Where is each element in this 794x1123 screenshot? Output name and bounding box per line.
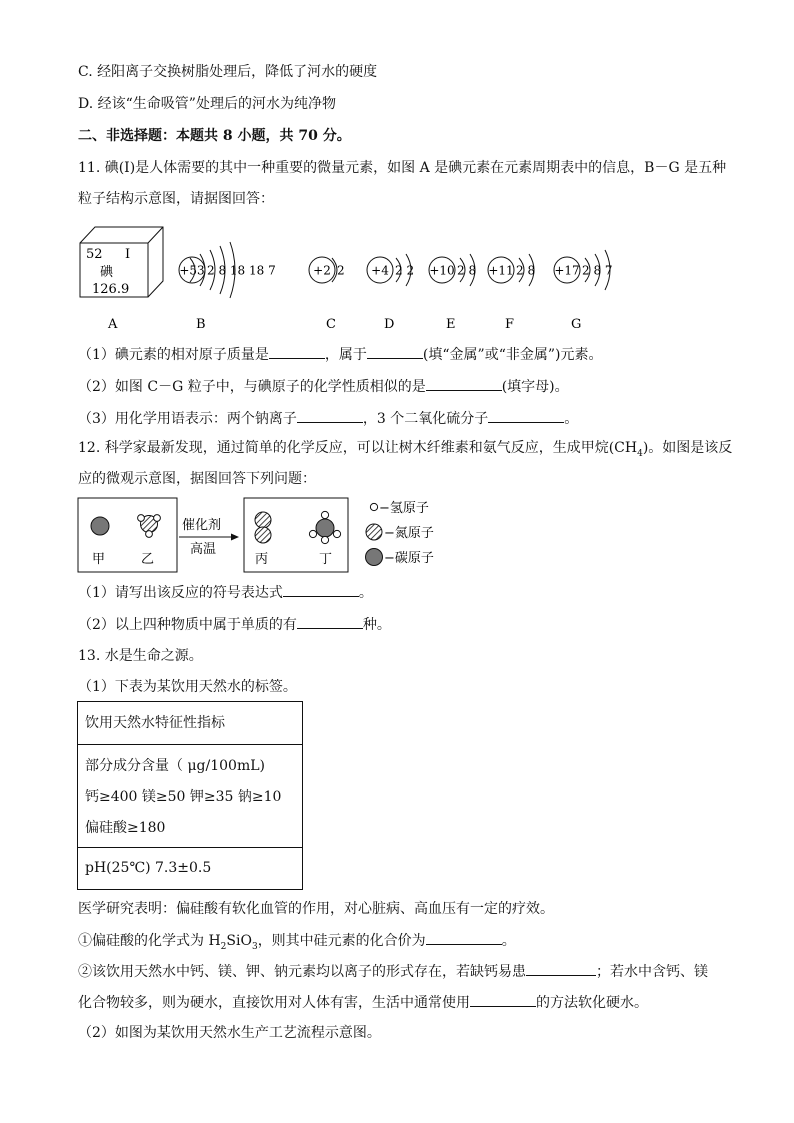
answer-blank[interactable] — [426, 376, 502, 391]
table-contents — [78, 745, 302, 848]
legend-n-label: −氮原子 — [384, 526, 434, 541]
nitrogen-atom — [255, 512, 271, 528]
hydrogen-atom — [309, 530, 316, 537]
element-number: 52 — [86, 247, 103, 262]
q13-item1: ①偏硅酸的化学式为 $H_2SiO_3$，则其中硅元素的化合价为 。 — [78, 930, 516, 957]
particle-label: E — [446, 317, 456, 332]
particle-label: F — [505, 317, 515, 332]
nitrogen-atom — [255, 527, 271, 543]
hydrogen-atom — [146, 531, 153, 538]
answer-blank[interactable] — [297, 408, 363, 423]
table-title: 饮用天然水特征性指标 — [78, 702, 302, 745]
q12-part1: （1）请写出该反应的符号表达式 。 — [78, 582, 373, 603]
hydrogen-atom — [154, 515, 161, 522]
legend-h-label: −氢原子 — [379, 501, 429, 516]
nucleus-charge: +53 — [179, 263, 205, 278]
answer-blank[interactable] — [470, 992, 536, 1007]
q12-stem-line1: 12. 科学家最新发现，通过简单的化学反应，可以让树木纤维素和氨气反应，生成甲烷$(CH_4)$。如图是该反 — [78, 440, 733, 459]
hydrogen-atom — [321, 511, 328, 518]
content-label: 部分成分含量（ μg/100mL) — [85, 758, 265, 774]
label-a: A — [108, 317, 118, 332]
electron-counts: 2 2 — [395, 263, 415, 278]
electron-counts: 2 8 — [457, 263, 477, 278]
ph-value: pH(25℃) 7.3±0.5 — [85, 860, 212, 876]
answer-blank[interactable] — [488, 408, 564, 423]
condition-bottom: 高温 — [190, 542, 217, 557]
q11-figure — [70, 215, 630, 335]
q12-part2: （2）以上四种物质中属于单质的有 种。 — [78, 614, 391, 635]
answer-blank[interactable] — [426, 930, 502, 945]
section-heading: 二、非选择题：本题共 8 小题，共 70 分。 — [78, 128, 351, 144]
label-jia: 甲 — [92, 552, 106, 567]
legend-nitrogen — [366, 524, 382, 540]
electron-counts: 2 8 7 — [582, 263, 613, 278]
particle-label: D — [384, 317, 395, 332]
element-name: 碘 — [100, 265, 114, 280]
legend-carbon — [366, 549, 383, 566]
particle-label: C — [326, 317, 336, 332]
nucleus-charge: +17 — [554, 263, 580, 278]
minerals-values: 钙≥400 镁≥50 钾≥35 钠≥10 — [85, 789, 282, 805]
q13-part1: （1）下表为某饮用天然水的标签。 — [78, 679, 297, 695]
particle-b — [179, 242, 276, 332]
q12-stem-line2: 应的微观示意图，据图回答下列问题： — [78, 471, 316, 487]
nucleus-charge: +10 — [429, 263, 455, 278]
answer-blank[interactable] — [367, 344, 423, 359]
q13-research: 医学研究表明：偏硅酸有软化血管的作用，对心脏病、高血压有一定的疗效。 — [78, 901, 554, 917]
option-c: C. 经阳离子交换树脂处理后，降低了河水的硬度 — [78, 64, 378, 80]
q11-part3: （3）用化学用语表示：两个钠离子 ，3 个二氧化硫分子 。 — [78, 408, 578, 429]
particle-label: G — [571, 317, 582, 332]
q11-stem-line1: 11. 碘(I)是人体需要的其中一种重要的微量元素，如图 A 是碘元素在元素周期表中的信息，B－G 是五种 — [78, 160, 727, 176]
label-ding: 丁 — [319, 552, 333, 567]
option-d: D. 经该“生命吸管”处理后的河水为纯净物 — [78, 96, 336, 112]
q11-part2: （2）如图 C－G 粒子中，与碘原子的化学性质相似的是 (填字母)。 — [78, 376, 569, 397]
particle-c — [309, 257, 345, 332]
q13-item2-line2: 化合物较多，则为硬水，直接饮用对人体有害，生活中通常使用 的方法软化硬水。 — [78, 992, 648, 1013]
answer-blank[interactable] — [297, 614, 363, 629]
electron-counts: 2 8 18 18 7 — [207, 263, 276, 278]
nucleus-charge: +4 — [371, 263, 389, 278]
label-yi: 乙 — [141, 552, 155, 567]
particle-diagrams — [179, 242, 613, 332]
q13-stem: 13. 水是生命之源。 — [78, 648, 203, 664]
particle-label: B — [196, 317, 206, 332]
q13-item2-line1: ②该饮用天然水中钙、镁、钾、钠元素均以离子的形式存在，若缺钙易患 ；若水中含钙、镁 — [78, 961, 708, 982]
particle-e — [429, 254, 476, 332]
electron-counts: 2 8 — [516, 263, 536, 278]
electron-counts: 2 — [337, 263, 345, 278]
particle-g — [554, 250, 613, 332]
silicic-acid-value: 偏硅酸≥180 — [85, 820, 166, 836]
hydrogen-atom — [138, 515, 145, 522]
q11-part1: （1）碘元素的相对原子质量是 ，属于 (填“金属”或“非金属”)元素。 — [78, 344, 602, 365]
water-label-table — [77, 701, 303, 890]
answer-blank[interactable] — [269, 344, 325, 359]
legend-c-label: −碳原子 — [384, 551, 434, 566]
carbon-atom — [316, 519, 334, 537]
element-card — [80, 227, 163, 297]
condition-top: 催化剂 — [182, 518, 222, 533]
nucleus-charge: +11 — [488, 263, 514, 278]
nucleus-charge: +2 — [313, 263, 331, 278]
answer-blank[interactable] — [283, 582, 359, 597]
particle-d — [367, 254, 414, 332]
answer-blank[interactable] — [526, 961, 596, 976]
q11-stem-line2: 粒子结构示意图，请据图回答： — [78, 191, 274, 207]
element-mass: 126.9 — [92, 282, 130, 297]
legend-hydrogen — [370, 503, 377, 510]
carbon-atom — [91, 517, 109, 535]
element-symbol: I — [125, 247, 131, 262]
hydrogen-atom — [321, 536, 328, 543]
hydrogen-atom — [333, 530, 340, 537]
q13-part2: （2）如图为某饮用天然水生产工艺流程示意图。 — [78, 1025, 381, 1041]
particle-f — [488, 254, 535, 332]
label-bing: 丙 — [255, 552, 269, 567]
q12-reaction-diagram — [75, 495, 455, 577]
